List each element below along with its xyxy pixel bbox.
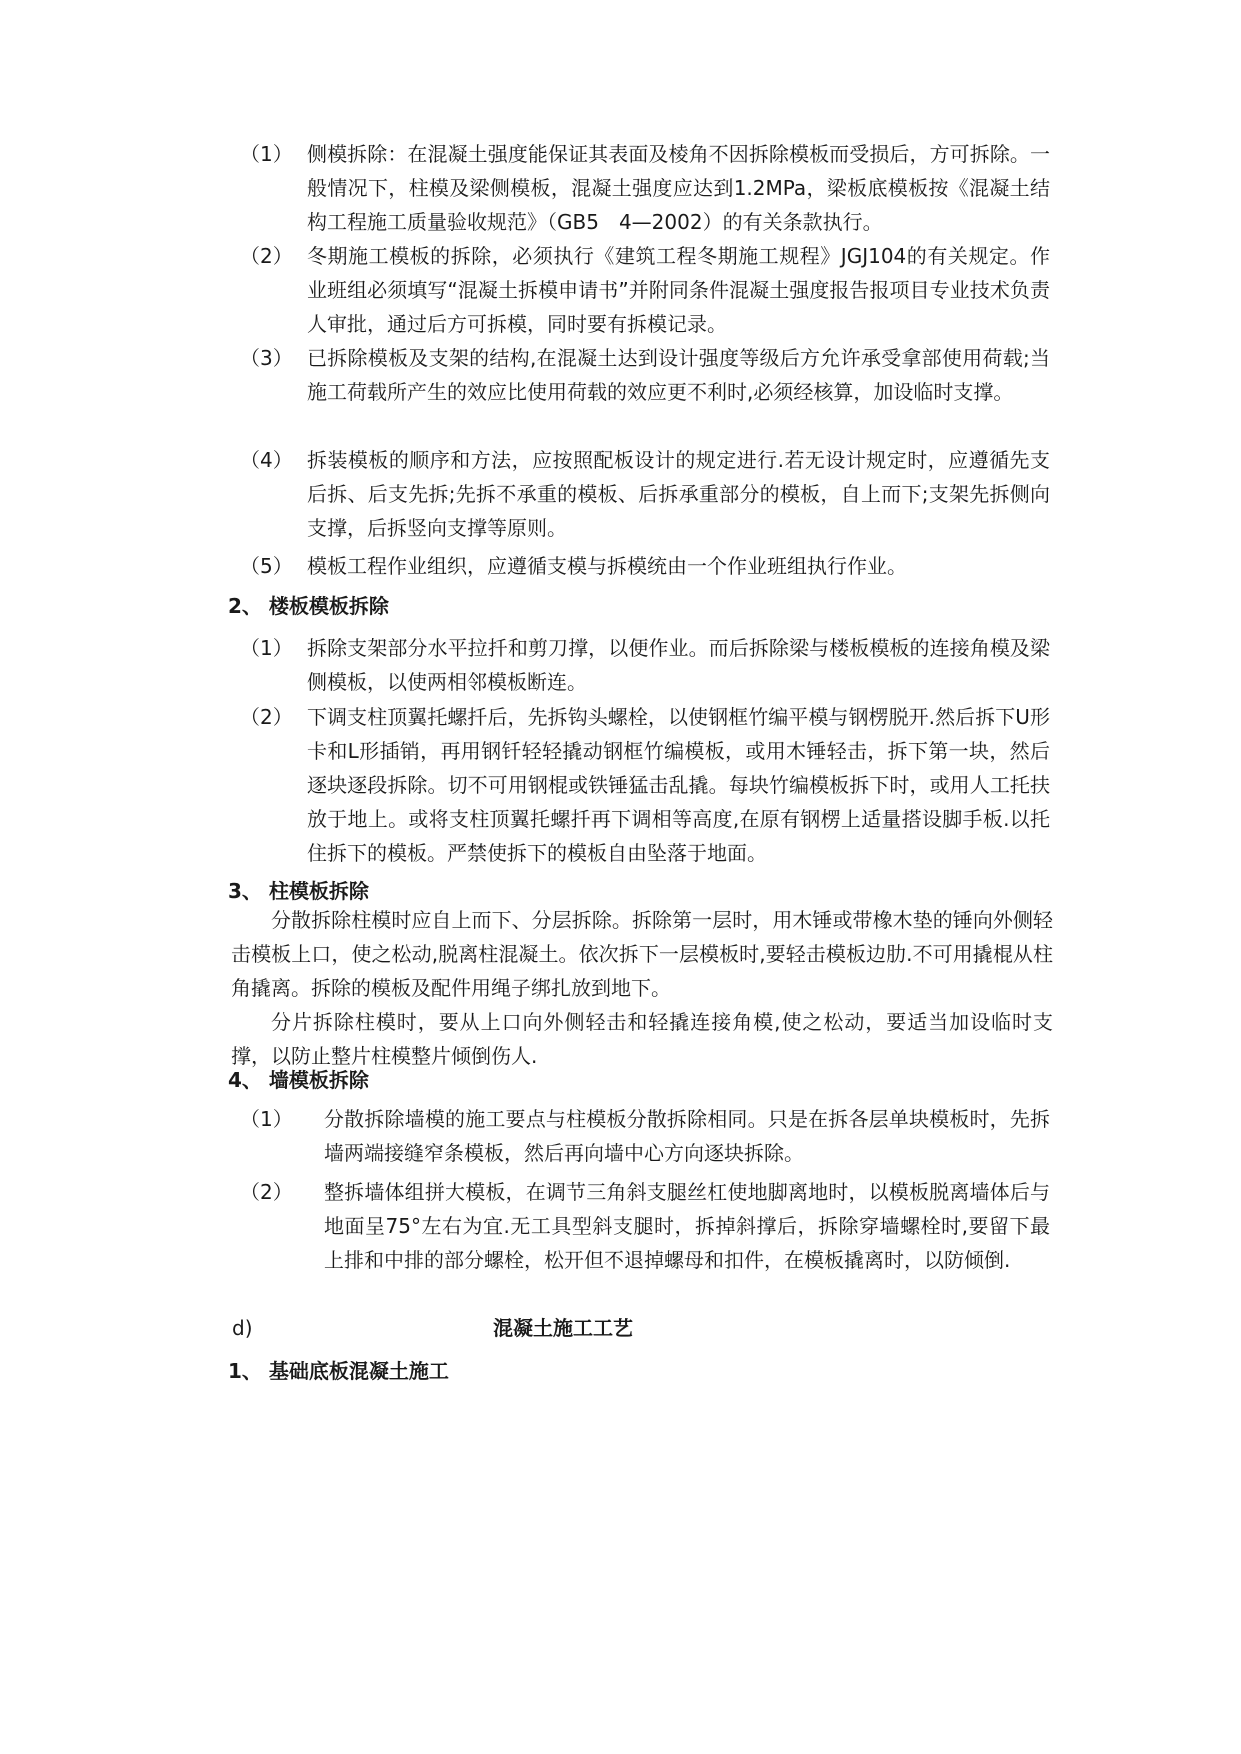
item-text: 拆除支架部分水平拉扦和剪刀撑，以便作业。而后拆除梁与楼板模板的连接角模及梁侧模板，以使两相邻模板断连。 — [307, 636, 1050, 694]
item-number: （1） — [240, 142, 293, 166]
item-text: 分散拆除墙模的施工要点与柱模板分散拆除相同。只是在拆各层单块模板时，先拆墙两端接缝窄条模板，然后再向墙中心方向逐块拆除。 — [324, 1107, 1050, 1165]
item-number: （2） — [240, 705, 293, 729]
item-text: 模板工程作业组织，应遵循支模与拆模统由一个作业班组执行作业。 — [307, 554, 907, 578]
list-item — [240, 239, 1050, 341]
item-number: （4） — [240, 448, 293, 472]
item-number: （2） — [240, 244, 293, 268]
list-item — [240, 700, 1050, 870]
list-item — [240, 549, 1050, 583]
section-heading: 4、 墙模板拆除 — [228, 1068, 369, 1092]
section-heading: 1、 基础底板混凝土施工 — [228, 1359, 449, 1383]
item-text: 整拆墙体组拼大模板，在调节三角斜支腿丝杠使地脚离地时，以模板脱离墙体后与地面呈75°左右为宜.无工具型斜支腿时，拆掉斜撑后，拆除穿墙螺栓时,要留下最上排和中排的部分螺栓，松开但不退掉螺母和扣件，在模板撬离时，以防倾倒. — [324, 1180, 1050, 1272]
item-number: （2） — [240, 1180, 293, 1204]
item-number: （5） — [240, 554, 293, 578]
item-text: 冬期施工模板的拆除，必须执行《建筑工程冬期施工规程》JGJ104的有关规定。作业班组必须填写“混凝土拆模申请书”并附同条件混凝土强度报告报项目专业技术负责人审批，通过后方可拆模，同时要有拆模记录。 — [307, 244, 1050, 336]
item-number: （3） — [240, 346, 293, 370]
item-text: 拆装模板的顺序和方法，应按照配板设计的规定进行.若无设计规定时，应遵循先支后拆、后支先拆;先拆不承重的模板、后拆承重部分的模板，自上而下;支架先拆侧向支撑，后拆竖向支撑等原则。 — [307, 448, 1050, 540]
paragraph: 分散拆除柱模时应自上而下、分层拆除。拆除第一层时，用木锤或带橡木垫的锤向外侧轻击模板上口，使之松动,脱离柱混凝土。依次拆下一层模板时,要轻击模板边肋.不可用撬棍从柱角撬离。拆除的模板及配件用绳子绑扎放到地下。 — [231, 908, 1053, 1000]
paragraph: 分片拆除柱模时，要从上口向外侧轻击和轻撬连接角模,使之松动，要适当加设临时支撑，以防止整片柱模整片倾倒伤人. — [231, 1010, 1053, 1068]
item-text: 下调支柱顶翼托螺扦后，先拆钩头螺栓，以使钢框竹编平模与钢楞脱开.然后拆下U形卡和L形插销，再用钢钎轻轻撬动钢框竹编模板，或用木锤轻击，拆下第一块，然后逐块逐段拆除。切不可用钢棍或铁锤猛击乱撬。每块竹编模板拆下时，或用人工托扶放于地上。或将支柱顶翼托螺扦再下调相等高度,在原有钢楞上适量搭设脚手板.以托住拆下的模板。严禁使拆下的模板自由坠落于地面。 — [307, 705, 1050, 865]
list-item — [240, 631, 1050, 699]
list-item — [240, 341, 1050, 409]
section-heading: 3、 柱模板拆除 — [228, 879, 369, 903]
section-title: 混凝土施工工艺 — [493, 1316, 633, 1340]
list-item — [240, 1175, 1050, 1277]
item-number: （1） — [240, 636, 293, 660]
list-item — [240, 1102, 1050, 1170]
item-text: 已拆除模板及支架的结构,在混凝土达到设计强度等级后方允许承受拿部使用荷载;当施工荷载所产生的效应比使用荷载的效应更不利时,必须经核算，加设临时支撑。 — [307, 346, 1050, 404]
section-heading: 2、 楼板模板拆除 — [228, 594, 389, 618]
item-text: 侧模拆除：在混凝土强度能保证其表面及棱角不因拆除模板而受损后，方可拆除。一般情况下，柱模及梁侧模板，混凝土强度应达到1.2MPa，梁板底模板按《混凝土结构工程施工质量验收规范》（GB5 4—2002）的有关条款执行。 — [307, 142, 1050, 234]
section-marker: d) — [232, 1316, 253, 1340]
list-item — [240, 443, 1050, 545]
item-number: （1） — [240, 1107, 293, 1131]
list-item — [240, 137, 1050, 239]
